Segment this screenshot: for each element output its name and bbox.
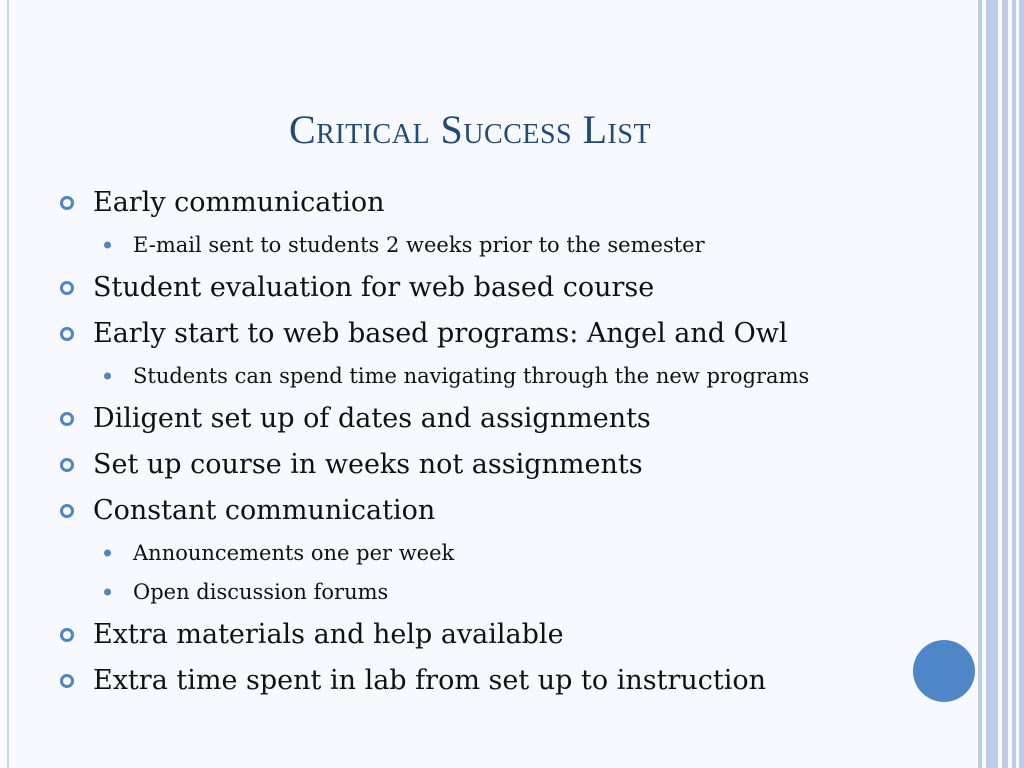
sub-bullet-item	[104, 233, 705, 257]
bullet-item	[60, 665, 766, 696]
dot-bullet-icon	[104, 550, 111, 557]
bullet-text: Diligent set up of dates and assignments	[93, 403, 651, 434]
decor-stripe	[1019, 0, 1024, 768]
decor-stripe	[1012, 0, 1016, 768]
ring-bullet-icon	[60, 458, 74, 472]
bullet-item	[60, 495, 435, 526]
bullet-text: Extra materials and help available	[93, 619, 564, 650]
bullet-text: Extra time spent in lab from set up to instruction	[93, 665, 766, 696]
dot-bullet-icon	[104, 589, 111, 596]
bullet-item	[60, 449, 643, 480]
sub-bullet-text: Announcements one per week	[133, 541, 455, 565]
bullet-item	[60, 187, 385, 218]
dot-bullet-icon	[104, 373, 111, 380]
bullet-text: Early communication	[93, 187, 385, 218]
decor-stripe	[978, 0, 982, 768]
decor-circle	[913, 640, 975, 702]
sub-bullet-item	[104, 541, 454, 565]
bullet-item	[60, 272, 654, 303]
ring-bullet-icon	[60, 504, 74, 518]
sub-bullet-text: E-mail sent to students 2 weeks prior to the semester	[133, 233, 705, 257]
decor-stripe	[1002, 0, 1008, 768]
dot-bullet-icon	[104, 242, 111, 249]
bullet-list	[60, 0, 960, 768]
bullet-text: Early start to web based programs: Angel and Owl	[93, 318, 788, 349]
bullet-text: Student evaluation for web based course	[93, 272, 655, 303]
sub-bullet-text: Students can spend time navigating through the new programs	[133, 364, 810, 388]
bullet-item	[60, 619, 564, 650]
bullet-text: Set up course in weeks not assignments	[93, 449, 643, 480]
ring-bullet-icon	[60, 628, 74, 642]
ring-bullet-icon	[60, 281, 74, 295]
ring-bullet-icon	[60, 412, 74, 426]
slide-title: Critical Success List	[288, 107, 652, 152]
sub-bullet-item	[104, 580, 388, 604]
bullet-item	[60, 403, 651, 434]
sub-bullet-text: Open discussion forums	[133, 580, 389, 604]
bullet-item	[60, 318, 788, 349]
decor-stripe	[986, 0, 998, 768]
ring-bullet-icon	[60, 674, 74, 688]
ring-bullet-icon	[60, 327, 74, 341]
ring-bullet-icon	[60, 196, 74, 210]
sub-bullet-item	[104, 364, 809, 388]
bullet-text: Constant communication	[93, 495, 436, 526]
